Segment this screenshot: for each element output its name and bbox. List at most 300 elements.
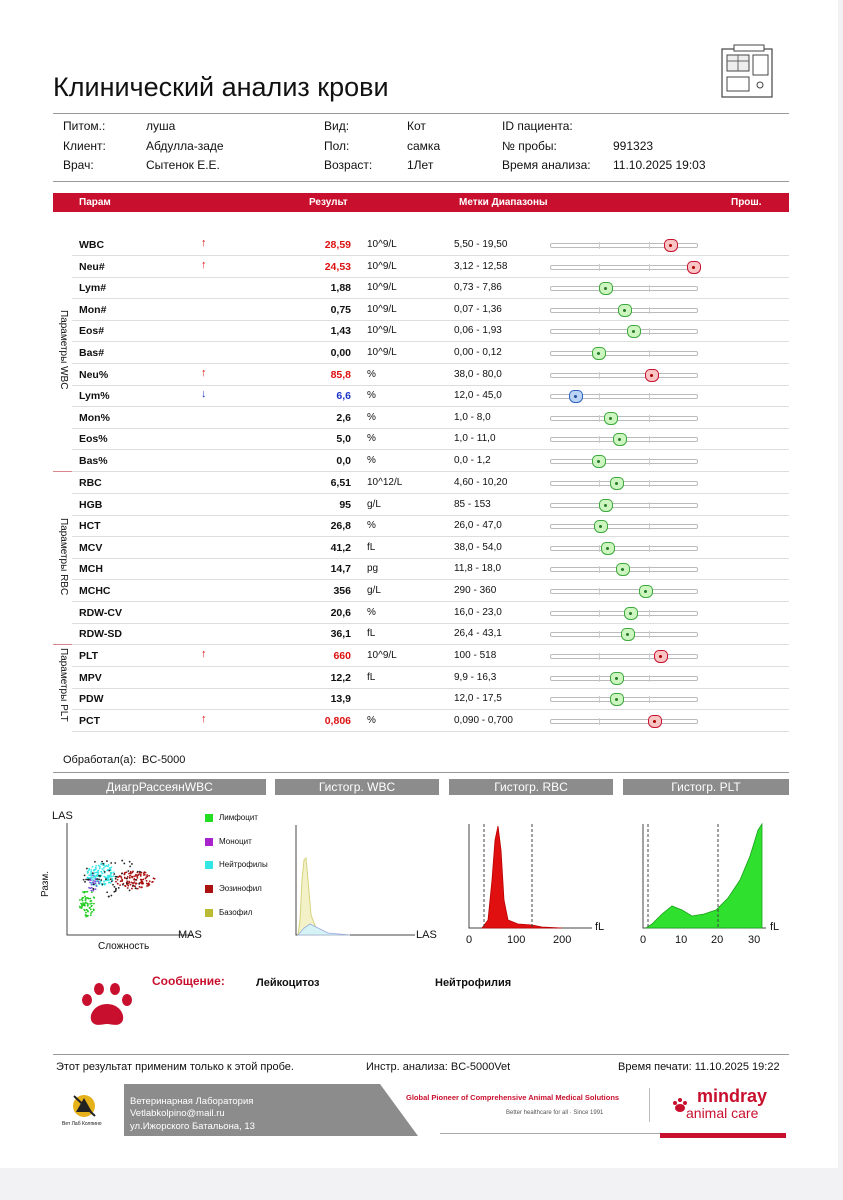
vertical-divider	[649, 1088, 650, 1122]
range-bar	[550, 589, 698, 594]
reference-range: 38,0 - 54,0	[454, 541, 502, 553]
result-row-bas-pct	[72, 450, 789, 472]
range-tick	[649, 631, 650, 638]
range-marker	[604, 412, 618, 425]
scatter-point	[96, 872, 98, 874]
scatter-point	[111, 872, 113, 874]
scatter-point	[84, 910, 86, 912]
result-row-rdw-sd	[72, 623, 789, 645]
scatter-point	[154, 878, 156, 880]
scatter-point	[95, 882, 97, 884]
scatter-point	[92, 866, 94, 868]
result-row-neu-pct	[72, 364, 789, 386]
scatter-point	[93, 880, 95, 882]
scatter-point	[84, 874, 86, 876]
scatter-point	[130, 884, 132, 886]
scatter-point	[92, 877, 94, 879]
scatter-point	[132, 870, 134, 872]
section-wbc-label: Параметры WBC	[58, 310, 69, 390]
range-bar	[550, 654, 698, 659]
result-row-mchc	[72, 580, 789, 602]
reference-range: 26,4 - 43,1	[454, 628, 502, 640]
scatter-point	[89, 882, 91, 884]
param-name: PCT	[79, 714, 100, 727]
scatter-point	[110, 862, 112, 864]
scatter-point	[137, 877, 139, 879]
reference-range: 5,50 - 19,50	[454, 239, 508, 250]
scatter-point	[104, 884, 106, 886]
scatter-point	[98, 879, 100, 881]
range-tick	[599, 415, 600, 422]
result-row-mcv	[72, 537, 789, 559]
scatter-point	[132, 885, 134, 887]
unit: %	[367, 606, 376, 618]
scatter-point	[90, 900, 92, 902]
scatter-point	[91, 884, 93, 886]
wbc-hist-curve	[298, 858, 350, 935]
lab-address: ул.Ижорского Батальона, 13	[130, 1121, 255, 1132]
scatter-point	[124, 877, 126, 879]
param-name: Eos#	[79, 325, 105, 338]
scatter-point	[86, 891, 88, 893]
result-row-pct	[72, 710, 789, 732]
age-label: Возраст:	[324, 158, 373, 172]
param-name: HCT	[79, 520, 101, 533]
range-bar	[550, 676, 698, 681]
scatter-point	[86, 868, 88, 870]
scatter-point	[148, 875, 150, 877]
scatter-point	[91, 911, 93, 913]
result-row-hct	[72, 515, 789, 537]
unit: pg	[367, 563, 379, 575]
brand-name: mindray	[697, 1086, 768, 1106]
scatter-point	[139, 886, 141, 888]
processed-value: BC-5000	[142, 754, 186, 766]
scatter-point	[110, 895, 112, 897]
divider	[53, 181, 789, 182]
range-bar	[550, 265, 698, 270]
result-value: 660	[333, 650, 351, 662]
range-tick	[649, 328, 650, 335]
range-bar	[550, 394, 698, 399]
reference-range: 0,090 - 0,700	[454, 714, 513, 726]
message-leukocytosis: Лейкоцитоз	[256, 977, 320, 989]
reference-range: 12,0 - 45,0	[454, 390, 502, 402]
result-value: 0,0	[336, 455, 351, 467]
flag-arrow: ↑	[201, 258, 207, 271]
patient-id-label: ID пациента:	[502, 119, 573, 133]
scatter-point	[81, 903, 83, 905]
doctor-value: Сытенок Е.Е.	[146, 158, 220, 172]
range-tick	[599, 436, 600, 443]
scatter-point	[140, 879, 142, 881]
range-bar	[550, 567, 698, 572]
rbc-histogram-chart	[462, 820, 605, 933]
message-neutrophilia: Нейтрофилия	[435, 977, 512, 989]
scatter-point	[85, 916, 87, 918]
param-name: PDW	[79, 693, 104, 706]
scatter-point	[103, 867, 105, 869]
scatter-point	[102, 883, 104, 885]
species-label: Вид:	[324, 119, 350, 133]
scatter-point	[140, 874, 142, 876]
range-tick	[599, 610, 600, 617]
result-value: 0,806	[324, 714, 351, 727]
scatter-point	[89, 898, 91, 900]
rbc-hist-curve	[482, 826, 562, 928]
range-tick	[649, 696, 650, 703]
param-name: RDW-CV	[79, 606, 122, 619]
scatter-point	[116, 876, 118, 878]
unit: 10^9/L	[367, 282, 397, 294]
scatter-point	[95, 888, 97, 890]
result-value: 41,2	[330, 541, 351, 554]
scatter-point	[92, 875, 94, 877]
legend-neutrophil	[205, 860, 268, 869]
scatter-point	[126, 882, 128, 884]
result-row-bas-abs	[72, 342, 789, 364]
scatter-point	[121, 880, 123, 882]
range-tick	[649, 307, 650, 314]
scatter-point	[93, 869, 95, 871]
sample-value: 991323	[613, 139, 654, 153]
scatter-point	[101, 861, 103, 863]
rbc-tick-100: 100	[507, 934, 526, 946]
scatter-point	[129, 889, 131, 891]
scatter-point	[81, 905, 83, 907]
reference-range: 100 - 518	[454, 650, 497, 661]
scatter-point	[85, 912, 87, 914]
footer-instrument: Инстр. анализа: BC-5000Vet	[366, 1061, 511, 1073]
scatter-point	[128, 883, 130, 885]
reference-range: 0,07 - 1,36	[454, 303, 502, 315]
section-rbc-label: Параметры RBC	[58, 518, 69, 596]
species-value: Кот	[407, 119, 426, 133]
scatter-point	[114, 886, 116, 888]
range-bar	[550, 503, 698, 508]
range-tick	[649, 436, 650, 443]
range-marker	[610, 693, 624, 706]
result-row-eos-abs	[72, 320, 789, 342]
scatter-point	[99, 867, 101, 869]
scatter-y-label: LAS	[52, 810, 73, 822]
lab-logo-text: Вет Лаб Колпино	[62, 1121, 102, 1127]
range-tick	[599, 264, 600, 271]
scatter-point	[95, 880, 97, 882]
scatter-point	[117, 883, 119, 885]
scatter-point	[131, 863, 133, 865]
scatter-point	[101, 868, 103, 870]
scatter-point	[93, 883, 95, 885]
scatter-point	[89, 887, 91, 889]
scatter-point	[87, 897, 89, 899]
divider	[53, 772, 789, 773]
scatter-point	[134, 885, 136, 887]
range-marker	[627, 325, 641, 338]
client-label: Клиент:	[63, 139, 106, 153]
result-value: 28,59	[324, 239, 351, 251]
report-title: Клинический анализ крови	[53, 72, 389, 102]
scatter-point	[108, 870, 110, 872]
scatter-point	[85, 879, 87, 881]
scatter-point	[90, 871, 92, 873]
scatter-point	[108, 864, 110, 866]
sample-label: № пробы:	[502, 139, 557, 153]
unit: g/L	[367, 498, 381, 510]
scatter-point	[95, 865, 97, 867]
scatter-point	[126, 880, 128, 882]
param-name: Mon#	[79, 303, 107, 316]
range-bar	[550, 719, 698, 724]
legend-label: Моноцит	[219, 837, 252, 846]
legend-swatch	[205, 861, 213, 869]
range-tick	[649, 566, 650, 573]
scatter-point	[107, 866, 109, 868]
scatter-point	[121, 873, 123, 875]
scatter-point	[90, 914, 92, 916]
slogan-sub: Better healthcare for all · Since 1991	[506, 1110, 604, 1116]
result-value: 1,43	[330, 325, 351, 338]
flag-arrow: ↑	[201, 237, 207, 249]
scatter-point	[109, 874, 111, 876]
wbc-histogram-chart	[290, 820, 420, 940]
plt-unit: fL	[770, 921, 780, 933]
reference-range: 26,0 - 47,0	[454, 520, 502, 532]
scatter-point	[98, 870, 100, 872]
message-label: Сообщение:	[152, 974, 225, 988]
param-name: Bas#	[79, 347, 105, 359]
unit: 10^9/L	[367, 260, 397, 272]
scatter-point	[103, 880, 105, 882]
divider	[53, 113, 789, 114]
wbc-hist-title: Гистогр. WBC	[275, 779, 439, 795]
unit: %	[367, 411, 376, 423]
range-marker	[599, 499, 613, 512]
scatter-point	[99, 875, 101, 877]
scatter-x-label: MAS	[178, 929, 202, 941]
param-name: HGB	[79, 498, 103, 511]
scatter-point	[135, 888, 137, 890]
scatter-point	[143, 872, 145, 874]
unit: %	[367, 368, 376, 380]
scatter-point	[120, 880, 122, 882]
reference-range: 11,8 - 18,0	[454, 563, 502, 575]
range-marker	[639, 585, 653, 598]
scatter-point	[88, 878, 90, 880]
result-row-hgb	[72, 494, 789, 516]
range-marker	[569, 390, 583, 403]
wbc-hist-x-label: LAS	[416, 929, 437, 941]
scatter-point	[95, 885, 97, 887]
plt-tick-20: 20	[711, 934, 724, 946]
scatter-point	[126, 878, 128, 880]
scatter-point	[101, 871, 103, 873]
scatter-point	[143, 874, 145, 876]
scatter-point	[106, 870, 108, 872]
scatter-point	[112, 884, 114, 886]
range-marker	[592, 455, 606, 468]
plt-tick-0: 0	[640, 934, 647, 946]
range-tick	[649, 458, 650, 465]
scatter-point	[84, 896, 86, 898]
scatter-point	[84, 891, 86, 893]
scatter-point	[121, 860, 123, 862]
reference-range: 38,0 - 80,0	[454, 368, 502, 380]
scatter-point	[112, 875, 114, 877]
param-name: PLT	[79, 650, 99, 662]
legend-swatch	[205, 814, 213, 822]
range-tick	[599, 372, 600, 379]
unit: 10^12/L	[367, 477, 403, 488]
scatter-point	[126, 871, 128, 873]
analysis-time-label: Время анализа:	[502, 158, 591, 172]
param-name: MCH	[79, 563, 103, 576]
range-tick	[649, 480, 650, 487]
unit: %	[367, 455, 376, 466]
scatter-point	[131, 888, 133, 890]
unit: %	[367, 714, 376, 726]
plt-hist-title: Гистогр. PLT	[623, 779, 789, 795]
result-row-rdw-cv	[72, 602, 789, 624]
range-tick	[599, 675, 600, 682]
result-row-mon-abs	[72, 299, 789, 321]
scatter-point	[106, 860, 108, 862]
reference-range: 0,73 - 7,86	[454, 282, 502, 294]
scatter-point	[102, 863, 104, 865]
flag-arrow: ↑	[201, 648, 207, 660]
range-tick	[599, 566, 600, 573]
brand-sub: animal care	[686, 1105, 759, 1121]
scatter-point	[104, 865, 106, 867]
result-row-pdw	[72, 688, 789, 710]
param-name: MPV	[79, 671, 102, 684]
range-bar	[550, 243, 698, 248]
scatter-point	[148, 884, 150, 886]
scatter-point	[105, 876, 107, 878]
legend-swatch	[205, 885, 213, 893]
result-row-rbc	[72, 472, 789, 494]
result-row-mch	[72, 558, 789, 580]
scatter-point	[90, 873, 92, 875]
result-value: 356	[333, 585, 351, 597]
rbc-tick-200: 200	[553, 934, 572, 946]
scatter-point	[120, 876, 122, 878]
scatter-point	[108, 879, 110, 881]
scatter-point	[82, 891, 84, 893]
plt-histogram-chart	[638, 820, 770, 932]
reference-range: 3,12 - 12,58	[454, 260, 508, 272]
range-tick	[649, 653, 650, 660]
scatter-point	[88, 869, 90, 871]
scatter-title: ДиагрРассеянWBC	[53, 779, 266, 795]
range-tick	[599, 242, 600, 249]
reference-range: 0,06 - 1,93	[454, 325, 502, 337]
client-value: Абдулла-заде	[146, 139, 224, 153]
scatter-point	[84, 881, 86, 883]
reference-range: 4,60 - 10,20	[454, 477, 508, 488]
scatter-point	[142, 878, 144, 880]
scatter-point	[145, 872, 147, 874]
scatter-point	[119, 884, 121, 886]
scatter-point	[94, 872, 96, 874]
legend-swatch	[205, 909, 213, 917]
result-row-lym-abs	[72, 277, 789, 299]
scatter-point	[93, 910, 95, 912]
scatter-point	[138, 874, 140, 876]
scatter-point	[115, 881, 117, 883]
range-tick	[599, 631, 600, 638]
brand-underline	[660, 1133, 786, 1138]
scatter-point	[115, 890, 117, 892]
scatter-point	[128, 881, 130, 883]
scatter-point	[130, 873, 132, 875]
footer-print-time: Время печати: 11.10.2025 19:22	[618, 1061, 780, 1073]
scatter-point	[89, 903, 91, 905]
result-value: 0,75	[330, 303, 351, 316]
legend-label: Лимфоцит	[219, 813, 258, 822]
analysis-time-value: 11.10.2025 19:03	[613, 158, 706, 172]
reference-range: 16,0 - 23,0	[454, 606, 502, 618]
range-marker	[599, 282, 613, 295]
scatter-point	[104, 871, 106, 873]
range-tick	[649, 393, 650, 400]
unit: 10^9/L	[367, 303, 397, 315]
range-bar	[550, 373, 698, 378]
legend-label: Эозинофил	[219, 884, 262, 893]
col-ranges: Метки Диапазоны	[459, 197, 548, 208]
range-tick	[649, 545, 650, 552]
lab-name: Ветеринарная Лаборатория	[130, 1096, 254, 1107]
scatter-point	[127, 887, 129, 889]
section-plt-label: Параметры PLT	[58, 648, 69, 722]
scatter-point	[84, 899, 86, 901]
range-bar	[550, 308, 698, 313]
flag-arrow: ↓	[201, 388, 207, 401]
scatter-point	[133, 876, 135, 878]
scatter-point	[113, 871, 115, 873]
result-value: 13,9	[330, 693, 351, 706]
result-value: 20,6	[330, 606, 351, 619]
scatter-point	[110, 866, 112, 868]
legend-label: Базофил	[219, 908, 253, 917]
scatter-point	[124, 873, 126, 875]
lab-email: Vetlabkolpino@mail.ru	[130, 1108, 225, 1119]
param-name: MCV	[79, 541, 103, 554]
scatter-point	[138, 883, 140, 885]
scatter-point	[110, 876, 112, 878]
param-name: Bas%	[79, 455, 108, 467]
scatter-point	[136, 882, 138, 884]
range-tick	[599, 307, 600, 314]
scatter-point	[107, 875, 109, 877]
unit: %	[367, 390, 376, 402]
lab-logo-icon	[70, 1092, 100, 1120]
range-tick	[649, 675, 650, 682]
result-value: 2,6	[336, 411, 351, 424]
scatter-point	[135, 874, 137, 876]
scatter-point	[122, 884, 124, 886]
scatter-point	[113, 873, 115, 875]
scatter-point	[87, 872, 89, 874]
range-bar	[550, 611, 698, 616]
scatter-point	[92, 888, 94, 890]
unit: %	[367, 520, 376, 532]
scatter-point	[108, 882, 110, 884]
rbc-unit: fL	[595, 921, 605, 933]
slogan: Global Pioneer of Comprehensive Animal Medical Solutions	[406, 1093, 620, 1102]
scatter-x2-label: Сложность	[98, 941, 150, 952]
param-name: Neu%	[79, 368, 109, 381]
